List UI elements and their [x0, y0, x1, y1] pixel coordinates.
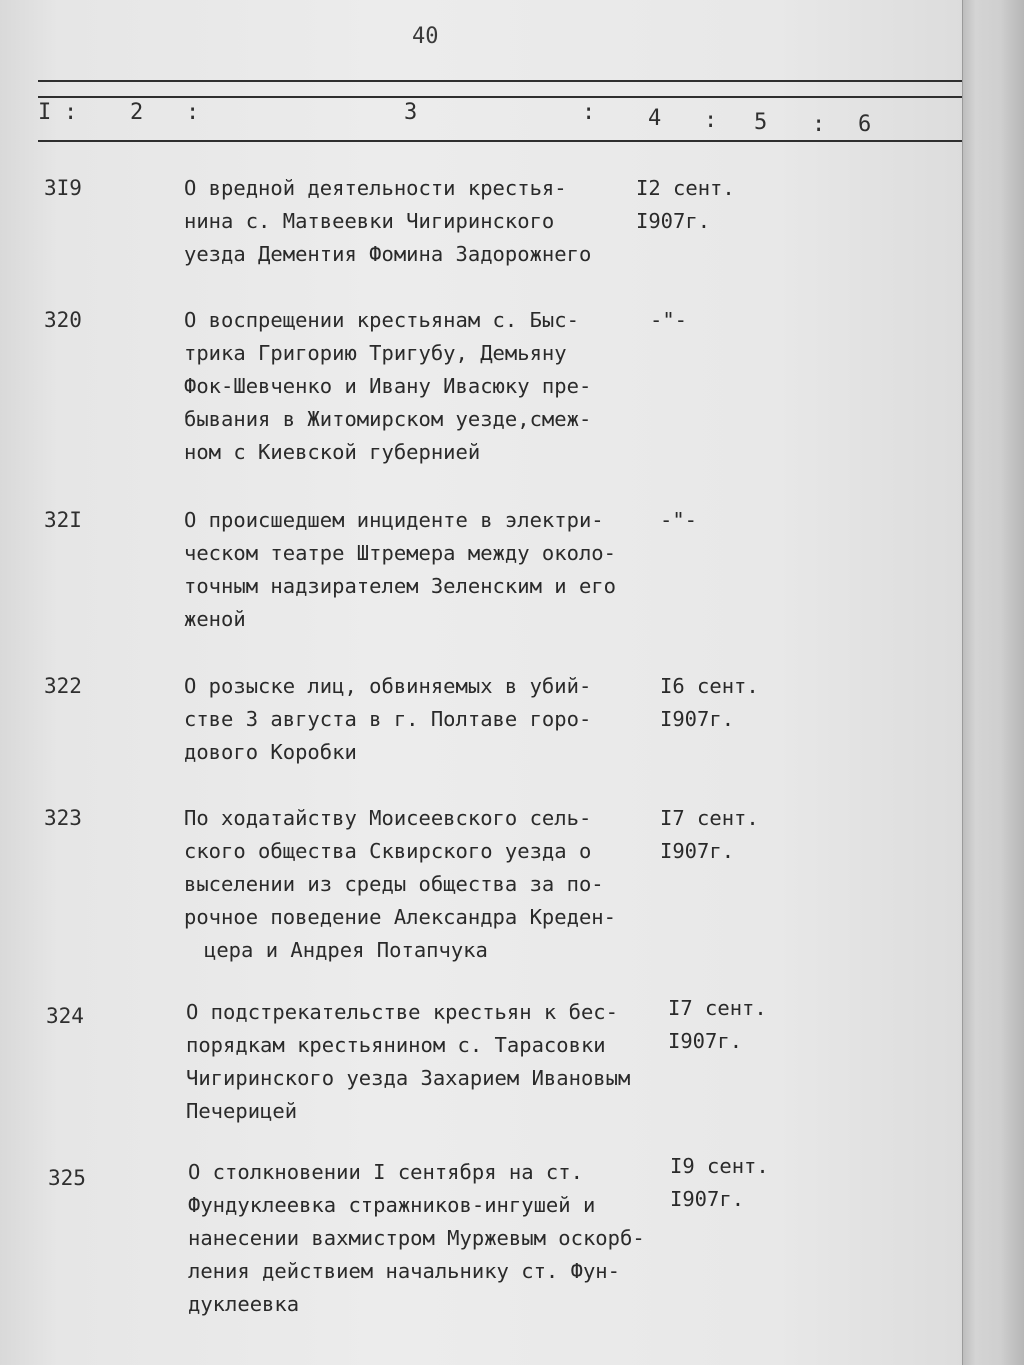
date-line: I7 сент.	[660, 806, 759, 830]
description-line: Чигиринского уезда Захарием Ивановым	[186, 1066, 631, 1090]
description-line: нанесении вахмистром Муржевым оскорб-	[188, 1226, 645, 1250]
description-line: стве 3 августа в г. Полтаве горо-	[184, 707, 592, 731]
entry-date	[670, 1150, 820, 1216]
date-line: I907г.	[636, 209, 711, 233]
date-line: I2 сент.	[636, 176, 735, 200]
entry-number: 324	[46, 1004, 84, 1028]
column-separator: :	[582, 100, 596, 125]
column-header-3: 3	[404, 100, 418, 125]
description-line: ления действием начальнику ст. Фун-	[188, 1259, 620, 1283]
header-rule-second	[38, 96, 966, 98]
date-line: -"-	[650, 308, 688, 332]
description-line: ческом театре Штремера между около-	[184, 541, 616, 565]
column-separator: :	[64, 100, 78, 125]
description-line: точным надзирателем Зеленским и его	[184, 574, 616, 598]
entry-date	[660, 504, 810, 537]
description-line: О розыске лиц, обвиняемых в убий-	[184, 674, 592, 698]
description-line: женой	[184, 607, 246, 631]
date-line: I907г.	[660, 839, 735, 863]
entry-number: 323	[44, 806, 82, 830]
entry-description	[184, 504, 654, 636]
entry-description	[184, 670, 654, 769]
entry-number: 320	[44, 308, 82, 332]
entry-number: 325	[48, 1166, 86, 1190]
date-line: -"-	[660, 508, 698, 532]
entry-description	[186, 996, 656, 1128]
entry-date	[650, 304, 800, 337]
entry-description	[188, 1156, 658, 1321]
entry-date	[660, 802, 810, 868]
column-header-5: 5	[754, 110, 768, 135]
description-line: По ходатайству Моисеевского сель-	[184, 806, 592, 830]
entry-description	[184, 802, 654, 967]
header-rule-top	[38, 80, 966, 82]
description-line: ского общества Сквирского уезда о	[184, 839, 592, 863]
column-separator: :	[812, 112, 826, 137]
description-line: ном с Киевской губернией	[184, 440, 481, 464]
column-separator: :	[704, 108, 718, 133]
date-line: I9 сент.	[670, 1154, 769, 1178]
column-separator: :	[186, 100, 200, 125]
date-line: I907г.	[670, 1187, 745, 1211]
description-line: цера и Андрея Потапчука	[204, 938, 488, 962]
column-header-4: 4	[648, 106, 662, 131]
entry-date	[668, 992, 818, 1058]
description-line: О происшедшем инциденте в электри-	[184, 508, 604, 532]
date-line: I907г.	[660, 707, 735, 731]
description-line: трика Григорию Тригубу, Демьяну	[184, 341, 567, 365]
description-line: дового Коробки	[184, 740, 357, 764]
page-edge	[962, 0, 1024, 1365]
description-line: О вредной деятельности крестья-	[184, 176, 567, 200]
description-line: Печерицей	[186, 1099, 298, 1123]
description-line: Фундуклеевка стражников-ингушей и	[188, 1193, 596, 1217]
entry-description	[184, 304, 654, 469]
entry-date	[660, 670, 810, 736]
entry-number: 3I9	[44, 176, 82, 200]
description-line: рочное поведение Александра Креден-	[184, 905, 616, 929]
description-line: О воспрещении крестьянам с. Быс-	[184, 308, 579, 332]
description-line: О столкновении I сентября на ст.	[188, 1160, 583, 1184]
date-line: I6 сент.	[660, 674, 759, 698]
description-line: выселении из среды общества за по-	[184, 872, 604, 896]
entry-number: 32I	[44, 508, 82, 532]
description-line: бывания в Житомирском уезде,смеж-	[184, 407, 592, 431]
header-rule-bottom	[38, 140, 966, 142]
date-line: I907г.	[668, 1029, 743, 1053]
column-header-1: I	[38, 100, 52, 125]
page-number: 40	[412, 24, 439, 49]
description-line: порядкам крестьянином с. Тарасовки	[186, 1033, 606, 1057]
description-line: нина с. Матвеевки Чигиринского	[184, 209, 555, 233]
entry-description	[184, 172, 654, 271]
description-line: Фок-Шевченко и Ивану Ивасюку пре-	[184, 374, 592, 398]
entry-number: 322	[44, 674, 82, 698]
description-line: О подстрекательстве крестьян к бес-	[186, 1000, 618, 1024]
column-header-2: 2	[130, 100, 144, 125]
date-line: I7 сент.	[668, 996, 767, 1020]
entry-date	[636, 172, 786, 238]
description-line: дуклеевка	[188, 1292, 300, 1316]
column-header-6: 6	[858, 112, 872, 137]
description-line: уезда Дементия Фомина Задорожнего	[184, 242, 592, 266]
